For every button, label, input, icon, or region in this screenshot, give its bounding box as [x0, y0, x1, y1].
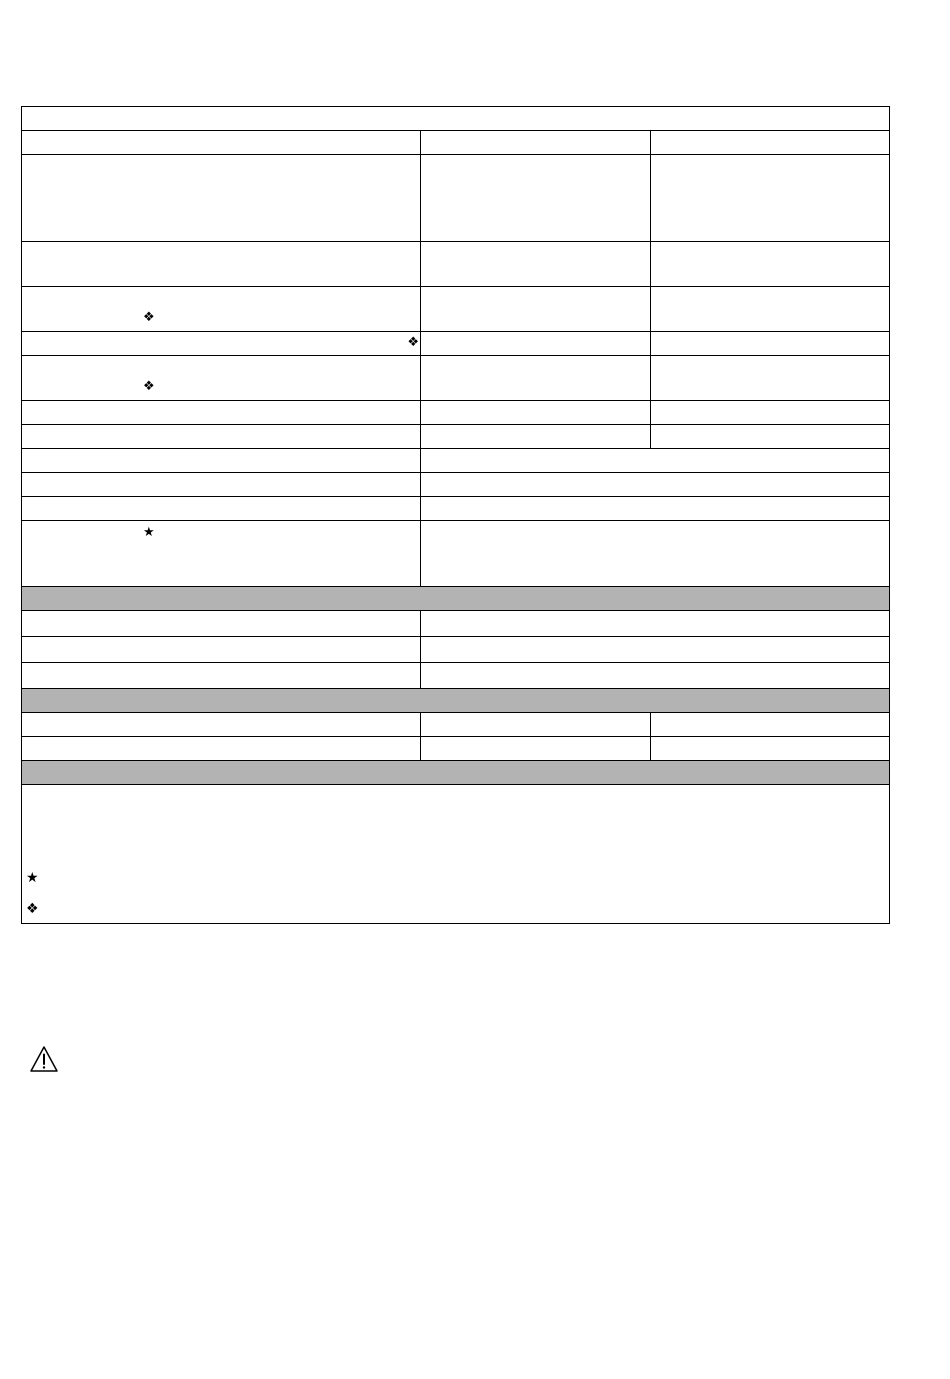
- table-cell: [421, 155, 651, 242]
- table-cell: [421, 425, 651, 449]
- table-cell: [22, 425, 421, 449]
- table-cell: [421, 287, 651, 332]
- section-header-row: [22, 761, 890, 785]
- table-cell: [421, 611, 890, 637]
- table-row: [22, 521, 890, 587]
- table-row: [22, 713, 890, 737]
- table-cell: [421, 356, 651, 401]
- table-row: [22, 287, 890, 332]
- table-cell: [421, 401, 651, 425]
- table-cell: [421, 332, 651, 356]
- star-icon: ★: [143, 525, 155, 540]
- table-row: [22, 401, 890, 425]
- section-header-cell: [22, 689, 890, 713]
- table-cell: [421, 242, 651, 287]
- table-cell: [651, 737, 890, 761]
- table-row: [22, 242, 890, 287]
- table-cell: [651, 401, 890, 425]
- table-row: [22, 449, 890, 473]
- table-cell: [651, 356, 890, 401]
- table-cell: [421, 713, 651, 737]
- table-row: [22, 131, 890, 155]
- table-cell: [22, 663, 421, 689]
- table-cell: [421, 497, 890, 521]
- table-cell: [651, 287, 890, 332]
- table-cell: [421, 637, 890, 663]
- table-cell: [22, 637, 421, 663]
- table-cell: [22, 497, 421, 521]
- table-cell: [421, 521, 890, 587]
- table-row: [22, 611, 890, 637]
- table-cell: [421, 449, 890, 473]
- table-cell: [421, 663, 890, 689]
- notes-cell: [22, 785, 890, 924]
- section-header-cell: [22, 587, 890, 611]
- specifications-table: [21, 106, 890, 924]
- table-cell: [22, 611, 421, 637]
- table-cell: [651, 332, 890, 356]
- star-icon: ★: [26, 870, 39, 886]
- section-header-row: [22, 689, 890, 713]
- section-header-cell: [22, 761, 890, 785]
- table-cell: [22, 332, 421, 356]
- table-cell: [22, 401, 421, 425]
- table-row: [22, 737, 890, 761]
- table-cell: [22, 287, 421, 332]
- section-header-row: [22, 587, 890, 611]
- table-cell: [22, 131, 421, 155]
- table-row: [22, 356, 890, 401]
- table-row: [22, 332, 890, 356]
- table-cell: [651, 242, 890, 287]
- table-row: [22, 663, 890, 689]
- table-cell: [421, 473, 890, 497]
- table-cell: [421, 737, 651, 761]
- table-cell: [651, 131, 890, 155]
- warning-icon: [29, 1045, 59, 1073]
- table-row: [22, 497, 890, 521]
- diamond-icon: ❖: [143, 310, 155, 325]
- notes-row: [22, 785, 890, 924]
- table-row: [22, 425, 890, 449]
- table-cell: [22, 521, 421, 587]
- table-cell: [22, 713, 421, 737]
- table-title-row: [22, 107, 890, 131]
- diamond-icon: ❖: [26, 901, 39, 917]
- table-cell: [651, 425, 890, 449]
- table-cell: [651, 155, 890, 242]
- table-row: [22, 473, 890, 497]
- table-cell: [22, 155, 421, 242]
- table-cell: [22, 356, 421, 401]
- table-cell: [22, 242, 421, 287]
- table-title-cell: [22, 107, 890, 131]
- table-row: [22, 637, 890, 663]
- diamond-icon: ❖: [143, 379, 155, 394]
- table-cell: [651, 713, 890, 737]
- table-cell: [22, 737, 421, 761]
- table-cell: [421, 131, 651, 155]
- table-row: [22, 155, 890, 242]
- diamond-icon: ❖: [407, 335, 419, 350]
- table-cell: [22, 473, 421, 497]
- table-cell: [22, 449, 421, 473]
